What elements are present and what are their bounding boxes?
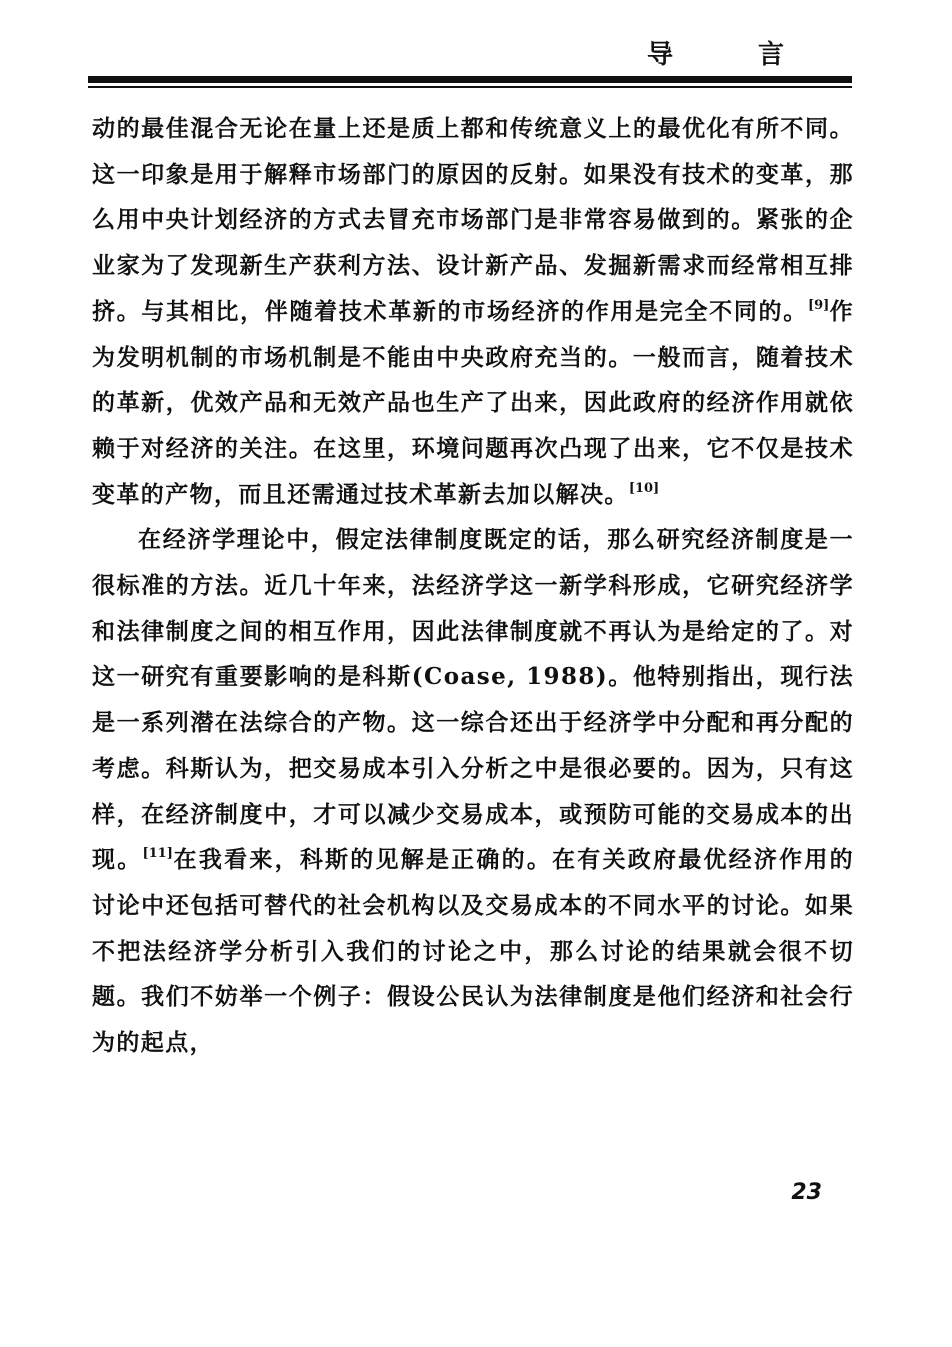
footnote-ref-10: [10]: [628, 480, 660, 496]
paragraph-2: [92, 517, 854, 1065]
header-rule-thin: [88, 86, 852, 88]
running-header-title: 导 言: [646, 40, 822, 70]
text-segment: 在我看来，科斯的见解是正确的。在有关政府最优经济作用的讨论中还包括可替代的社会机构以及交易成本的不同水平的讨论。如果不把法经济学分析引入我们的讨论之中，那么讨论的结果就会很不切题。我们不妨举一个例子：假设公民认为法律制度是他们经济和社会行为的起点，: [92, 846, 854, 1057]
page-number: 23: [791, 1180, 822, 1205]
header-rule-thick: [88, 76, 852, 83]
body-text: [92, 106, 854, 1066]
text-segment: 作为发明机制的市场机制是不能由中央政府充当的。一般而言，随着技术的革新，优效产品和无效产品也生产了出来，因此政府的经济作用就依赖于对经济的关注。在这里，环境问题再次凸现了出来，它不仅是技术变革的产物，而且还需通过技术革新去加以解决。: [92, 297, 854, 508]
text-segment: 在经济学理论中，假定法律制度既定的话，那么研究经济制度是一很标准的方法。近几十年来，法经济学这一新学科形成，它研究经济学和法律制度之间的相互作用，因此法律制度就不再认为是给定的了。对这一研究有重要影响的是科斯(Coase, 1988)。他特别指出，现行法是一系列潜在法综合的产物。这一综合还出于经济学中分配和再分配的考虑。科斯认为，把交易成本引入分析之中是很必要的。因为，只有这样，在经济制度中，才可以减少交易成本，或预防可能的交易成本的出现。: [92, 526, 854, 874]
paragraph-1: [92, 106, 854, 517]
footnote-ref-9: [9]: [807, 297, 830, 313]
footnote-ref-11: [11]: [142, 846, 173, 862]
text-segment: 动的最佳混合无论在量上还是质上都和传统意义上的最优化有所不同。这一印象是用于解释市场部门的原因的反射。如果没有技术的变革，那么用中央计划经济的方式去冒充市场部门是非常容易做到的。紧张的企业家为了发现新生产获利方法、设计新产品、发掘新需求而经常相互排挤。与其相比，伴随着技术革新的市场经济的作用是完全不同的。: [92, 115, 854, 325]
